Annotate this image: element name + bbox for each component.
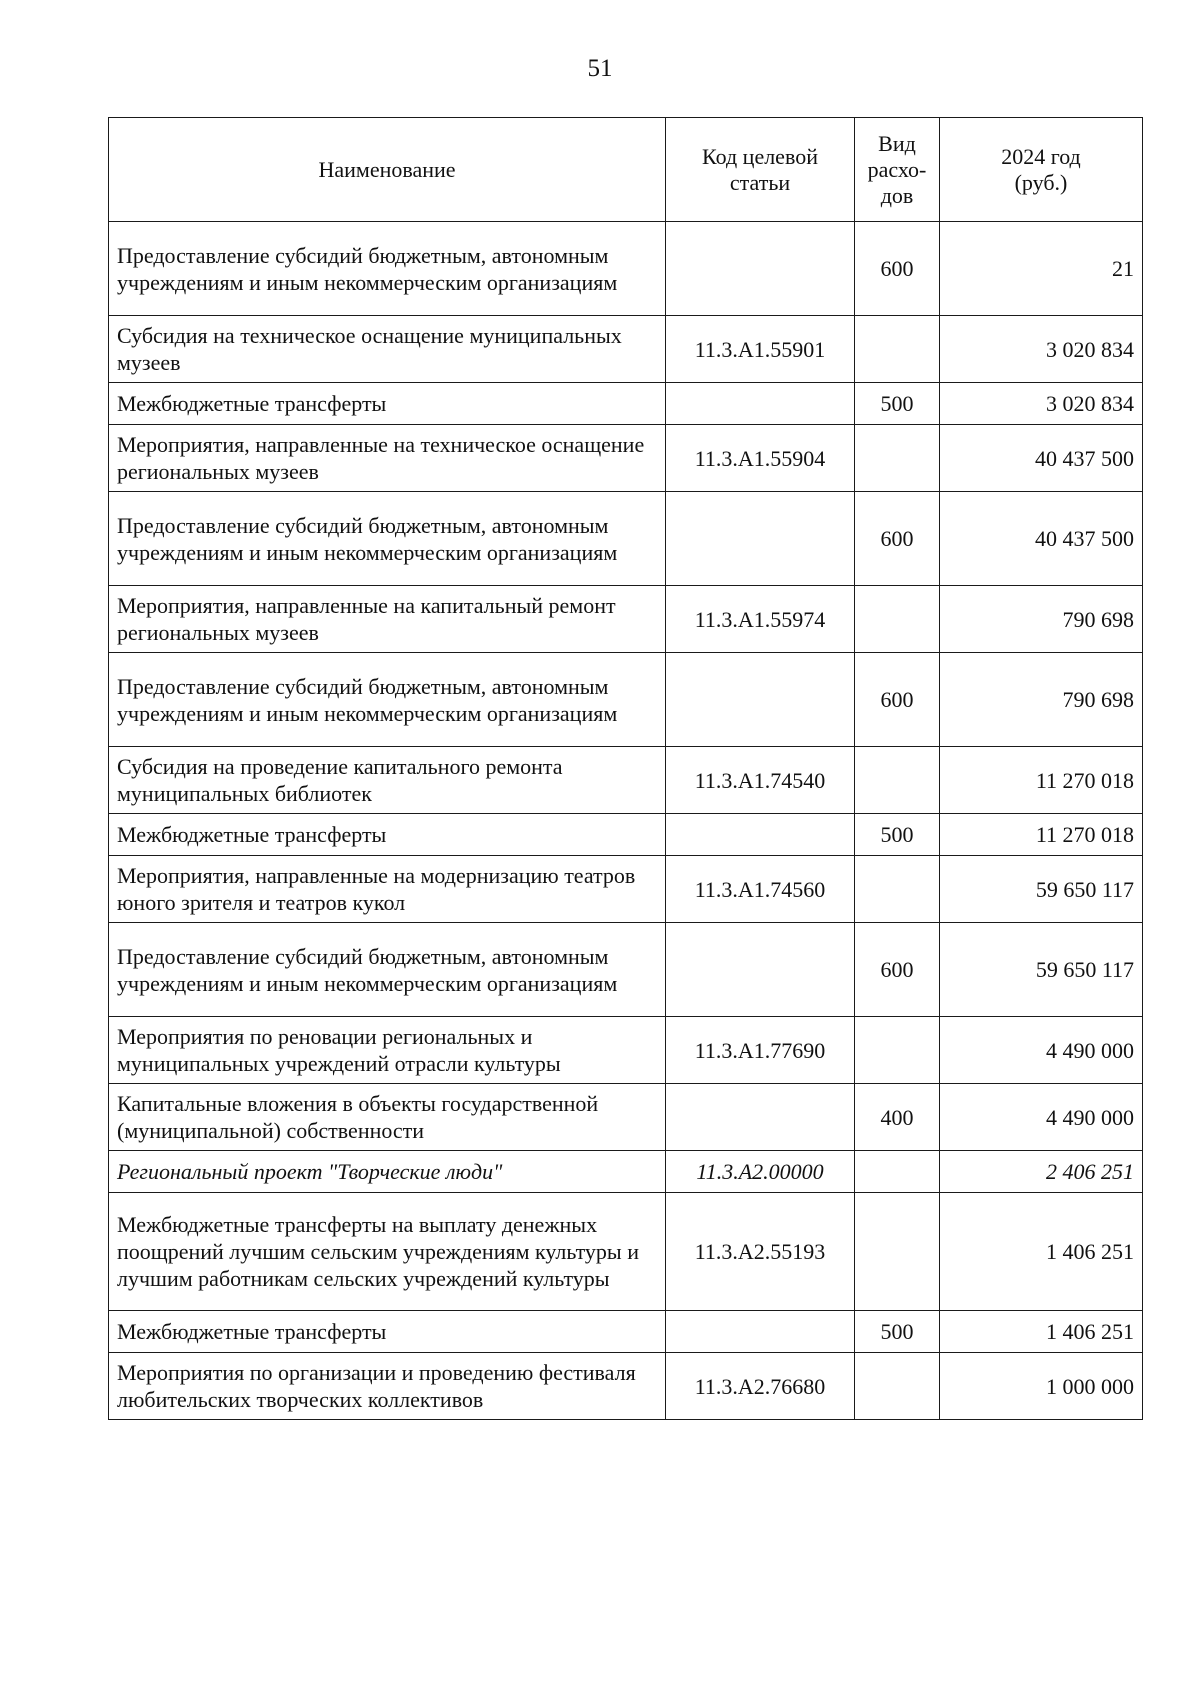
table-row [109,1151,1143,1193]
cell-code: 11.3.А1.55904 [666,425,855,492]
cell-name: Предоставление субсидий бюджетным, автономным учреждениям и иным некоммерческим организациям [109,222,666,316]
cell-code [666,814,855,856]
cell-code [666,653,855,747]
cell-amount: 59 650 117 [940,856,1143,923]
cell-name: Предоставление субсидий бюджетным, автономным учреждениям и иным некоммерческим организациям [109,492,666,586]
cell-amount: 1 406 251 [940,1193,1143,1311]
table-header-row [109,118,1143,222]
cell-name: Мероприятия по организации и проведению фестиваля любительских творческих коллективов [109,1353,666,1420]
cell-code: 11.3.А2.76680 [666,1353,855,1420]
cell-type [855,1017,940,1084]
cell-code: 11.3.А1.74560 [666,856,855,923]
cell-code [666,492,855,586]
cell-type [855,856,940,923]
cell-code [666,222,855,316]
header-code-line: Код целевой [702,143,818,169]
cell-type [855,586,940,653]
cell-type [855,425,940,492]
cell-name: Субсидия на техническое оснащение муниципальных музеев [109,316,666,383]
cell-amount: 3 020 834 [940,316,1143,383]
cell-code [666,923,855,1017]
cell-amount: 4 490 000 [940,1084,1143,1151]
budget-table [108,117,1143,1420]
header-type-line: дов [880,182,914,208]
table-row [109,856,1143,923]
cell-name: Межбюджетные трансферты [109,814,666,856]
cell-amount: 2 406 251 [940,1151,1143,1193]
cell-amount: 1 406 251 [940,1311,1143,1353]
cell-type [855,1193,940,1311]
table-body [109,222,1143,1420]
cell-amount: 40 437 500 [940,492,1143,586]
cell-code [666,1084,855,1151]
cell-type [855,316,940,383]
header-type-line: Вид [878,130,916,156]
cell-type [855,1151,940,1193]
cell-name: Мероприятия, направленные на модернизацию театров юного зрителя и театров кукол [109,856,666,923]
cell-code: 11.3.А2.55193 [666,1193,855,1311]
cell-amount: 790 698 [940,653,1143,747]
table-row [109,923,1143,1017]
cell-name: Предоставление субсидий бюджетным, автономным учреждениям и иным некоммерческим организациям [109,923,666,1017]
cell-code: 11.3.А1.55901 [666,316,855,383]
table-row [109,1193,1143,1311]
cell-type: 600 [855,492,940,586]
page-number: 51 [587,55,613,82]
cell-code: 11.3.А1.74540 [666,747,855,814]
cell-type [855,1353,940,1420]
cell-name: Межбюджетные трансферты [109,1311,666,1353]
cell-name: Капитальные вложения в объекты государственной (муниципальной) собственности [109,1084,666,1151]
cell-type: 500 [855,383,940,425]
cell-code: 11.3.А2.00000 [666,1151,855,1193]
table-row [109,814,1143,856]
table-row [109,1311,1143,1353]
header-name: Наименование [109,118,666,222]
cell-type: 600 [855,923,940,1017]
cell-type: 600 [855,653,940,747]
table-row [109,222,1143,316]
table-row [109,492,1143,586]
cell-type: 500 [855,814,940,856]
cell-name: Мероприятия, направленные на капитальный ремонт региональных музеев [109,586,666,653]
table-row [109,383,1143,425]
cell-type: 600 [855,222,940,316]
header-type [855,118,940,222]
cell-type: 400 [855,1084,940,1151]
cell-name: Субсидия на проведение капитального ремонта муниципальных библиотек [109,747,666,814]
table-row [109,653,1143,747]
cell-name: Предоставление субсидий бюджетным, автономным учреждениям и иным некоммерческим организациям [109,653,666,747]
cell-type: 500 [855,1311,940,1353]
table-row [109,316,1143,383]
cell-code [666,1311,855,1353]
table-row [109,1084,1143,1151]
cell-type [855,747,940,814]
cell-name: Межбюджетные трансферты на выплату денежных поощрений лучшим сельским учреждениям культуры и лучшим работникам сельских учреждений культуры [109,1193,666,1311]
cell-code [666,383,855,425]
cell-name: Мероприятия, направленные на техническое оснащение региональных музеев [109,425,666,492]
header-amount-line: 2024 год [1001,143,1081,169]
cell-amount: 3 020 834 [940,383,1143,425]
cell-amount: 4 490 000 [940,1017,1143,1084]
cell-code: 11.3.А1.55974 [666,586,855,653]
table-row [109,1353,1143,1420]
cell-name: Региональный проект "Творческие люди" [109,1151,666,1193]
cell-amount: 1 000 000 [940,1353,1143,1420]
cell-name: Межбюджетные трансферты [109,383,666,425]
table-row [109,425,1143,492]
cell-code: 11.3.А1.77690 [666,1017,855,1084]
cell-amount: 11 270 018 [940,747,1143,814]
header-type-line: расхо- [867,156,927,182]
header-code [666,118,855,222]
header-code-line: статьи [729,169,791,195]
cell-amount: 790 698 [940,586,1143,653]
table-row [109,747,1143,814]
table-row [109,1017,1143,1084]
cell-amount: 40 437 500 [940,425,1143,492]
cell-amount: 59 650 117 [940,923,1143,1017]
cell-amount: 21 [940,222,1143,316]
header-amount-line: (руб.) [1014,169,1068,195]
table-row [109,586,1143,653]
cell-amount: 11 270 018 [940,814,1143,856]
cell-name: Мероприятия по реновации региональных и муниципальных учреждений отрасли культуры [109,1017,666,1084]
header-amount [940,118,1143,222]
